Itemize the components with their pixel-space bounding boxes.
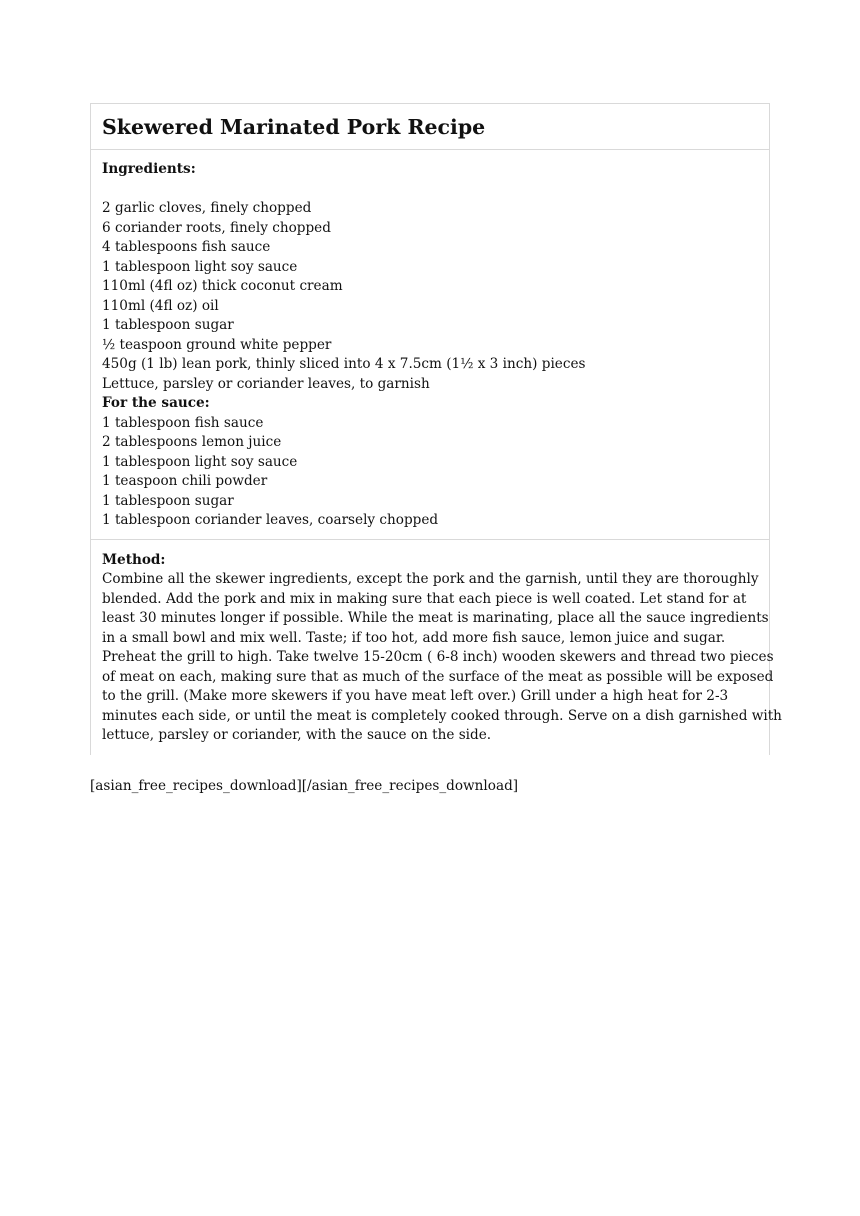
- spacer: [102, 180, 758, 200]
- download-shortcode: [asian_free_recipes_download][/asian_free_recipes_download]: [90, 778, 519, 794]
- sauce-item: 1 tablespoon coriander leaves, coarsely chopped: [102, 512, 439, 528]
- ingredient-item: 110ml (4fl oz) oil: [102, 297, 219, 314]
- ingredient-item: 110ml (4fl oz) thick coconut cream: [102, 278, 343, 294]
- method-line: least 30 minutes longer if possible. While the meat is marinating, place all the sauce ingredients: [102, 610, 769, 626]
- ingredient-item: Lettuce, parsley or coriander leaves, to garnish: [102, 375, 430, 392]
- sauce-item: 1 teaspoon chili powder: [102, 473, 268, 489]
- method-line: lettuce, parsley or coriander, with the sauce on the side.: [102, 727, 492, 743]
- method-line: minutes each side, or until the meat is completely cooked through. Serve on a dish garnished with: [102, 707, 782, 724]
- ingredient-item: 4 tablespoons fish sauce: [102, 239, 271, 255]
- ingredient-item: ½ teaspoon ground white pepper: [102, 336, 332, 353]
- method-heading: Method:: [102, 551, 166, 568]
- sauce-item: 2 tablespoons lemon juice: [102, 434, 282, 450]
- title-row: [91, 104, 769, 150]
- sauce-item: 1 tablespoon fish sauce: [102, 414, 264, 431]
- method-line: Preheat the grill to high. Take twelve 15-20cm ( 6-8 inch) wooden skewers and thread two pieces: [102, 649, 774, 665]
- method-line: blended. Add the pork and mix in making sure that each piece is well coated. Let stand for at: [102, 590, 747, 607]
- ingredient-item: 1 tablespoon sugar: [102, 317, 234, 333]
- method-line: in a small bowl and mix well. Taste; if too hot, add more fish sauce, lemon juice and sugar.: [102, 629, 726, 646]
- sauce-list: [102, 414, 758, 531]
- ingredient-item: 450g (1 lb) lean pork, thinly sliced into 4 x 7.5cm (1½ x 3 inch) pieces: [102, 356, 586, 372]
- method-line: of meat on each, making sure that as much of the surface of the meat as possible will be exposed: [102, 668, 774, 685]
- method-section: [91, 540, 782, 755]
- sauce-item: 1 tablespoon light soy sauce: [102, 453, 298, 470]
- ingredient-item: 1 tablespoon light soy sauce: [102, 258, 298, 275]
- ingredient-item: 6 coriander roots, finely chopped: [102, 219, 331, 236]
- method-line: to the grill. (Make more skewers if you have meat left over.) Grill under a high heat for 2-3: [102, 688, 729, 704]
- recipe-table: [90, 103, 782, 755]
- ingredient-item: 2 garlic cloves, finely chopped: [102, 200, 312, 216]
- method-text: [102, 570, 782, 746]
- sauce-heading: For the sauce:: [102, 395, 210, 411]
- sauce-item: 1 tablespoon sugar: [102, 492, 234, 509]
- method-line: Combine all the skewer ingredients, except the pork and the garnish, until they are thoroughly: [102, 571, 759, 587]
- recipe-title: Skewered Marinated Pork Recipe: [102, 115, 486, 139]
- ingredients-heading: Ingredients:: [102, 161, 196, 177]
- ingredients-list: [102, 199, 758, 394]
- ingredients-section: [91, 150, 769, 540]
